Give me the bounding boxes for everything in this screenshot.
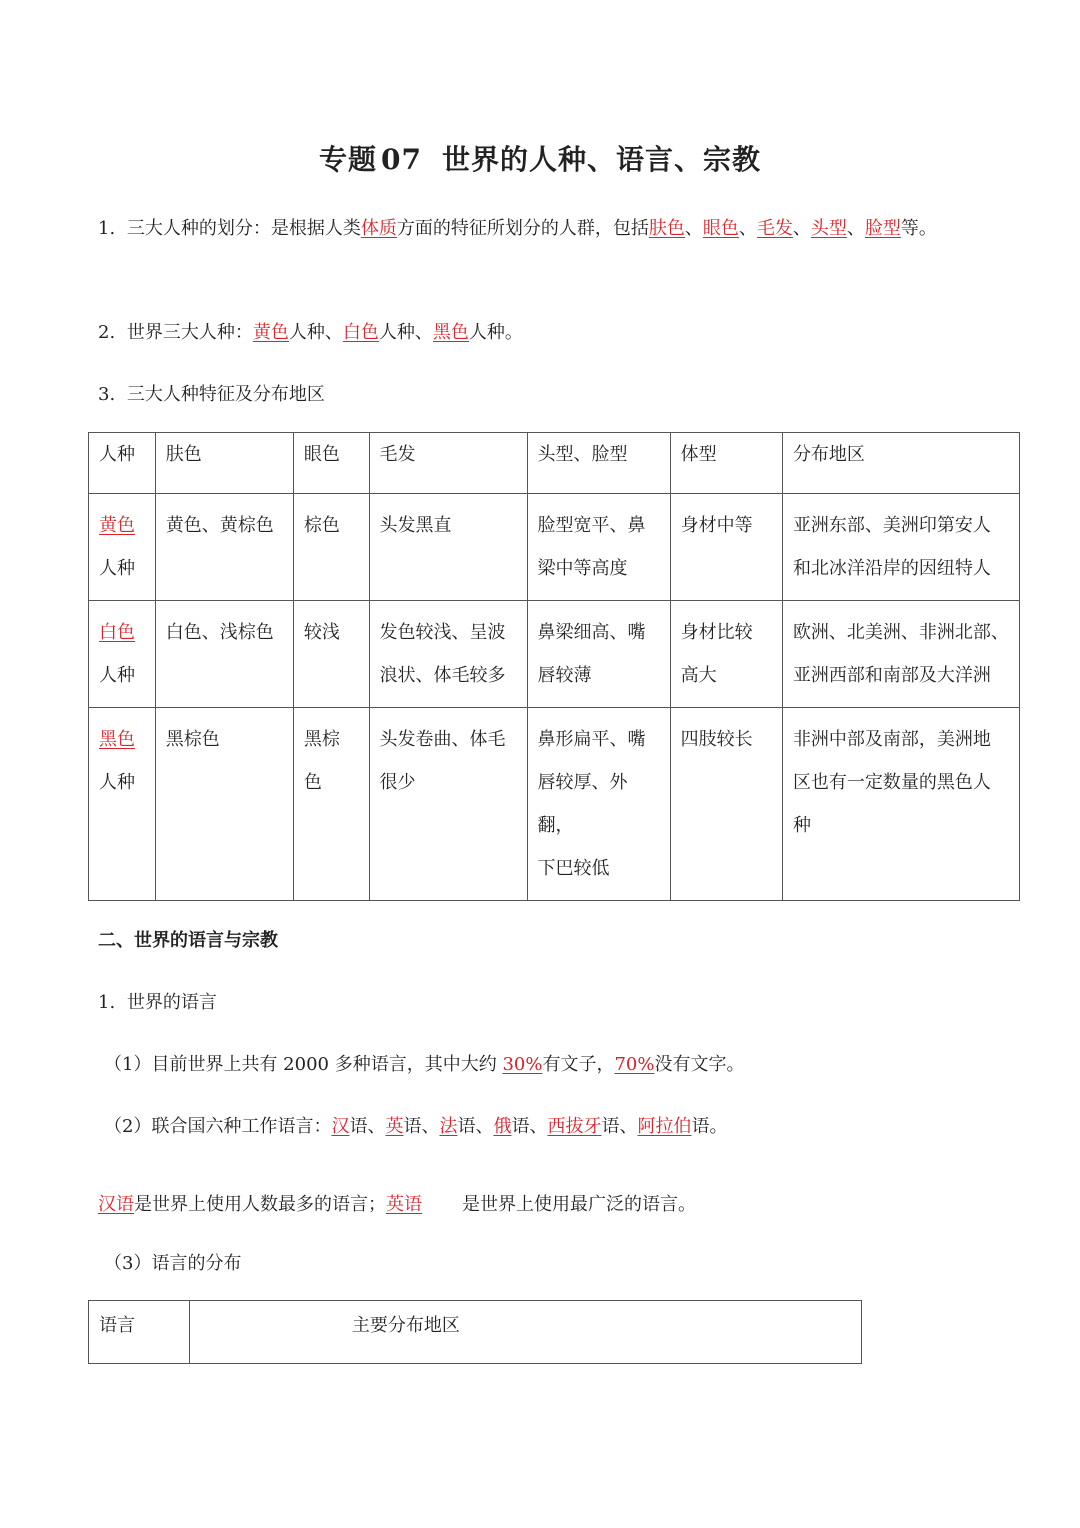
region-value: 和北冰洋沿岸的因纽特人: [792, 558, 991, 579]
header-cell: 眼色: [293, 433, 369, 494]
text: 是世界上使用最广泛的语言。: [462, 1194, 696, 1215]
header-cell: 语言: [89, 1301, 190, 1364]
eye-cell: [293, 494, 369, 601]
hair-cell: [369, 601, 527, 708]
keyword: 眼色: [702, 218, 739, 239]
race-name: 黄色: [99, 515, 135, 536]
separator: 、: [324, 322, 343, 343]
item-3-race-features: [98, 380, 325, 406]
eye-cell: [293, 601, 369, 708]
face-value: 脸型宽平、鼻: [537, 515, 646, 536]
keyword: 头型: [810, 218, 847, 239]
body-value: 身材比较: [680, 622, 753, 643]
hair-cell: [369, 708, 527, 901]
header-cell: 主要分布地区: [189, 1301, 861, 1364]
body-cell: [670, 601, 782, 708]
skin-cell: [155, 708, 293, 901]
separator: 、: [529, 1116, 548, 1137]
separator: 、: [475, 1116, 494, 1137]
separator: 、: [846, 218, 865, 239]
item-1-race-division: [98, 214, 937, 240]
hair-value: 头发卷曲、体毛: [379, 729, 506, 750]
header-cell: 毛发: [369, 433, 527, 494]
keyword: 30%: [502, 1054, 543, 1075]
region-value: 非洲中部及南部，美洲地: [792, 729, 991, 750]
hair-value: 很少: [379, 772, 416, 793]
keyword: 白色: [342, 322, 379, 343]
text: 人种。: [468, 322, 523, 343]
item-number: 1.: [98, 218, 116, 239]
text: （1）目前世界上共有 2000 多种语言，其中大约: [104, 1054, 503, 1075]
separator: 、: [421, 1116, 440, 1137]
skin-cell: [155, 494, 293, 601]
text: 语: [349, 1116, 368, 1137]
header-cell: 人种: [89, 433, 156, 494]
race-name: 黑色: [99, 729, 135, 750]
race-name: 白色: [99, 622, 135, 643]
table-header-row: [89, 433, 1020, 494]
face-cell: [527, 601, 670, 708]
text: 语: [601, 1116, 620, 1137]
keyword: 肤色: [648, 218, 685, 239]
text: 三大人种特征及分布地区: [126, 384, 325, 405]
text: 三大人种的划分：是根据人类: [126, 218, 361, 239]
text: 语。: [691, 1116, 728, 1137]
hair-cell: [369, 494, 527, 601]
eye-value: 棕色: [303, 515, 340, 536]
keyword: 汉: [331, 1116, 350, 1137]
text: 世界的语言: [126, 992, 217, 1013]
skin-value: 白色、浅棕色: [165, 622, 274, 643]
race-cell: [89, 601, 156, 708]
text: 是世界上使用人数最多的语言；: [134, 1194, 386, 1215]
header-cell: 体型: [670, 433, 782, 494]
keyword: 汉语: [98, 1194, 134, 1215]
race-table: [88, 432, 1020, 901]
hair-value: 发色较浅、呈波: [379, 622, 506, 643]
header-cell: 分布地区: [782, 433, 1019, 494]
text: 有文子，: [542, 1054, 615, 1075]
page-title: [0, 138, 1080, 178]
keyword: 法: [439, 1116, 458, 1137]
text: 语: [511, 1116, 530, 1137]
title-number: 07: [381, 143, 422, 176]
language-distribution-label: （3）语言的分布: [104, 1253, 242, 1274]
race-suffix: 人种: [99, 772, 135, 793]
table-row: [89, 708, 1020, 901]
keyword: 黑色: [432, 322, 469, 343]
body-value: 身材中等: [680, 515, 753, 536]
hair-value: 头发黑直: [379, 515, 452, 536]
face-value: 下巴较低: [537, 858, 610, 879]
skin-cell: [155, 601, 293, 708]
face-value: 鼻形扁平、嘴: [537, 729, 646, 750]
keyword: 英: [385, 1116, 404, 1137]
title-main: 世界的人种、语言、宗教: [441, 143, 761, 176]
region-value: 亚洲东部、美洲印第安人: [792, 515, 991, 536]
body-cell: [670, 494, 782, 601]
keyword: 70%: [614, 1054, 655, 1075]
separator: 、: [619, 1116, 638, 1137]
body-value: 四肢较长: [680, 729, 753, 750]
keyword: 毛发: [756, 218, 793, 239]
body-value: 高大: [680, 665, 717, 686]
hair-value: 浪状、体毛较多: [379, 665, 506, 686]
skin-value: 黄色、黄棕色: [165, 515, 274, 536]
item-number: 1.: [98, 992, 116, 1013]
face-value: 梁中等高度: [537, 558, 628, 579]
keyword: 黄色: [252, 322, 289, 343]
separator: 、: [684, 218, 703, 239]
text: 等。: [900, 218, 937, 239]
race-cell: [89, 708, 156, 901]
face-cell: [527, 708, 670, 901]
eye-value: 黑棕: [303, 729, 340, 750]
language-table: [88, 1300, 862, 1364]
item-number: 2.: [98, 322, 116, 343]
keyword: 阿拉伯: [637, 1116, 692, 1137]
most-used-languages-paragraph: [98, 1190, 696, 1216]
text: 方面的特征所划分的人群，包括: [396, 218, 649, 239]
text: （2）联合国六种工作语言：: [104, 1116, 332, 1137]
face-cell: [527, 494, 670, 601]
skin-value: 黑棕色: [165, 729, 220, 750]
separator: 、: [414, 322, 433, 343]
section-2-heading: 二、世界的语言与宗教: [98, 930, 278, 951]
text: 语: [403, 1116, 422, 1137]
item-2-three-races: [98, 318, 523, 344]
race-cell: [89, 494, 156, 601]
face-value: 唇较薄: [537, 665, 592, 686]
region-value: 欧洲、北美洲、非洲北部、: [792, 622, 1009, 643]
body-cell: [670, 708, 782, 901]
table-row: [89, 601, 1020, 708]
separator: 、: [738, 218, 757, 239]
header-cell: 肤色: [155, 433, 293, 494]
eye-value: 较浅: [303, 622, 340, 643]
eye-cell: [293, 708, 369, 901]
keyword: 脸型: [864, 218, 901, 239]
keyword: 体质: [360, 218, 397, 239]
table-row: [89, 494, 1020, 601]
text: 世界三大人种：: [126, 322, 253, 343]
region-cell: [782, 708, 1019, 901]
region-value: 种: [792, 815, 811, 836]
text: 人种: [378, 322, 415, 343]
face-value: 鼻梁细高、嘴: [537, 622, 646, 643]
separator: 、: [367, 1116, 386, 1137]
region-cell: [782, 494, 1019, 601]
text: 没有文字。: [654, 1054, 745, 1075]
table-header-row: [89, 1301, 862, 1364]
face-value: 唇较厚、外翻，: [537, 772, 628, 836]
item-number: 3.: [98, 384, 116, 405]
region-value: 亚洲西部和南部及大洋洲: [792, 665, 991, 686]
region-value: 区也有一定数量的黑色人: [792, 772, 991, 793]
un-languages-paragraph: [104, 1112, 727, 1138]
region-cell: [782, 601, 1019, 708]
separator: 、: [792, 218, 811, 239]
section-2-item-1: [98, 988, 217, 1014]
race-suffix: 人种: [99, 558, 135, 579]
keyword: 俄: [493, 1116, 512, 1137]
race-suffix: 人种: [99, 665, 135, 686]
header-cell: 头型、脸型: [527, 433, 670, 494]
language-count-paragraph: [104, 1050, 744, 1076]
title-prefix: 专题: [319, 143, 378, 176]
keyword: 西拔牙: [547, 1116, 602, 1137]
eye-value: 色: [303, 772, 322, 793]
keyword: 英语: [386, 1194, 422, 1215]
text: 语: [457, 1116, 476, 1137]
text: 人种: [288, 322, 325, 343]
